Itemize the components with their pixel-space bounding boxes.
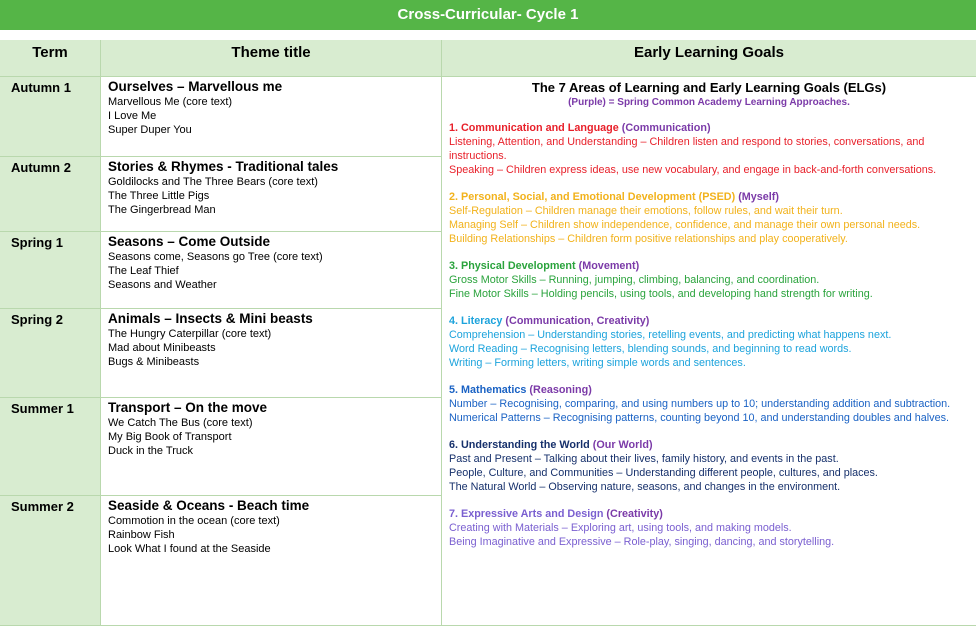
bottom-border — [0, 625, 976, 626]
learning-area-heading — [449, 314, 969, 328]
theme-title: Transport – On the move — [108, 400, 268, 415]
term-cell: Spring 1 — [0, 231, 101, 308]
theme-book: Duck in the Truck — [108, 445, 193, 457]
header-term: Term — [0, 40, 101, 76]
theme-book: Look What I found at the Seaside — [108, 543, 271, 555]
theme-book: The Three Little Pigs — [108, 190, 210, 202]
learning-approach: (Creativity) — [606, 508, 663, 520]
learning-area — [449, 121, 969, 177]
theme-title: Seaside & Oceans - Beach time — [108, 498, 310, 513]
learning-area-heading — [449, 190, 969, 204]
theme-book: Seasons and Weather — [108, 279, 217, 291]
learning-goal: Being Imaginative and Expressive – Role-play, singing, dancing, and storytelling. — [449, 536, 835, 548]
elg-cell — [442, 76, 976, 626]
theme-book: Bugs & Minibeasts — [108, 356, 200, 368]
learning-approach: (Our World) — [592, 439, 653, 451]
learning-goal: Building Relationships – Children form positive relationships and play cooperatively. — [449, 233, 848, 245]
learning-area-heading — [449, 507, 969, 521]
learning-goal: People, Culture, and Communities – Understanding different people, cultures, and places. — [449, 467, 878, 479]
learning-goal: Word Reading – Recognising letters, blending sounds, and beginning to read words. — [449, 343, 852, 355]
theme-book: Marvellous Me (core text) — [108, 96, 233, 108]
header-theme-title: Theme title — [101, 40, 442, 76]
term-cell: Autumn 1 — [0, 76, 101, 156]
learning-goal: Numerical Patterns – Recognising patterns, counting beyond 10, and understanding doubles and halves. — [449, 412, 949, 424]
term-cell: Summer 2 — [0, 495, 101, 625]
learning-goal: Managing Self – Children show independence, confidence, and manage their own personal needs. — [449, 219, 921, 231]
learning-goal: Self-Regulation – Children manage their emotions, follow rules, and wait their turn. — [449, 205, 843, 217]
learning-goal: Gross Motor Skills – Running, jumping, climbing, balancing, and coordination. — [449, 274, 820, 286]
theme-book: Super Duper You — [108, 124, 192, 136]
elg-areas — [449, 121, 969, 549]
learning-goal: Creating with Materials – Exploring art, using tools, and making models. — [449, 522, 792, 534]
theme-book: Rainbow Fish — [108, 529, 175, 541]
theme-book: I Love Me — [108, 110, 157, 122]
learning-area-title: 2. Personal, Social, and Emotional Development (PSED) — [449, 191, 736, 203]
learning-area-title: 6. Understanding the World — [449, 439, 590, 451]
learning-area — [449, 190, 969, 246]
learning-area-heading — [449, 259, 969, 273]
learning-area — [449, 259, 969, 301]
theme-cell — [101, 76, 442, 156]
learning-goal: Comprehension – Understanding stories, retelling events, and predicting what happens next. — [449, 329, 892, 341]
theme-cell — [101, 156, 442, 231]
learning-goal: Listening, Attention, and Understanding – Children listen and respond to stories, conversations, and instructions. — [449, 136, 925, 162]
theme-book: We Catch The Bus (core text) — [108, 417, 253, 429]
learning-goal: The Natural World – Observing nature, seasons, and changes in the environment. — [449, 481, 841, 493]
elg-title: The 7 Areas of Learning and Early Learning Goals (ELGs) — [531, 80, 887, 95]
table-banner: Cross-Curricular- Cycle 1 — [0, 0, 976, 30]
learning-goal: Writing – Forming letters, writing simple words and sentences. — [449, 357, 746, 369]
theme-book: The Leaf Thief — [108, 265, 179, 277]
learning-area-title: 7. Expressive Arts and Design — [449, 508, 604, 520]
learning-goal: Number – Recognising, comparing, and using numbers up to 10; understanding addition and subtraction. — [449, 398, 951, 410]
theme-cell — [101, 308, 442, 397]
learning-approach: (Communication) — [621, 122, 711, 134]
learning-approach: (Myself) — [738, 191, 779, 203]
learning-area-title: 5. Mathematics — [449, 384, 527, 396]
learning-area-heading — [449, 121, 969, 135]
learning-approach: (Movement) — [578, 260, 640, 272]
learning-area-heading — [449, 383, 969, 397]
theme-title: Seasons – Come Outside — [108, 234, 271, 249]
theme-cell — [101, 397, 442, 495]
learning-area-heading — [449, 438, 969, 452]
term-cell: Autumn 2 — [0, 156, 101, 231]
elg-subtitle: (Purple) = Spring Common Academy Learning Approaches. — [568, 97, 850, 108]
theme-book: Goldilocks and The Three Bears (core text) — [108, 176, 318, 188]
theme-title: Stories & Rhymes - Traditional tales — [108, 159, 339, 174]
learning-area-title: 4. Literacy — [449, 315, 503, 327]
learning-area — [449, 438, 969, 494]
learning-area — [449, 314, 969, 370]
theme-book: Mad about Minibeasts — [108, 342, 216, 354]
learning-area-title: 1. Communication and Language — [449, 122, 619, 134]
learning-approach: (Communication, Creativity) — [505, 315, 650, 327]
theme-cell — [101, 231, 442, 308]
learning-goal: Speaking – Children express ideas, use new vocabulary, and engage in back-and-forth conversations. — [449, 164, 937, 176]
theme-book: The Gingerbread Man — [108, 204, 216, 216]
term-cell: Spring 2 — [0, 308, 101, 397]
theme-title: Ourselves – Marvellous me — [108, 79, 283, 94]
term-cell: Summer 1 — [0, 397, 101, 495]
learning-area — [449, 383, 969, 425]
theme-title: Animals – Insects & Mini beasts — [108, 311, 313, 326]
learning-area-title: 3. Physical Development — [449, 260, 576, 272]
theme-book: Commotion in the ocean (core text) — [108, 515, 280, 527]
theme-cell — [101, 495, 442, 625]
learning-goal: Past and Present – Talking about their lives, family history, and events in the past. — [449, 453, 839, 465]
learning-area — [449, 507, 969, 549]
header-early-learning-goals: Early Learning Goals — [442, 40, 976, 76]
theme-book: The Hungry Caterpillar (core text) — [108, 328, 272, 340]
theme-book: Seasons come, Seasons go Tree (core text) — [108, 251, 323, 263]
learning-goal: Fine Motor Skills – Holding pencils, using tools, and developing hand strength for writing. — [449, 288, 873, 300]
theme-book: My Big Book of Transport — [108, 431, 232, 443]
learning-approach: (Reasoning) — [529, 384, 592, 396]
